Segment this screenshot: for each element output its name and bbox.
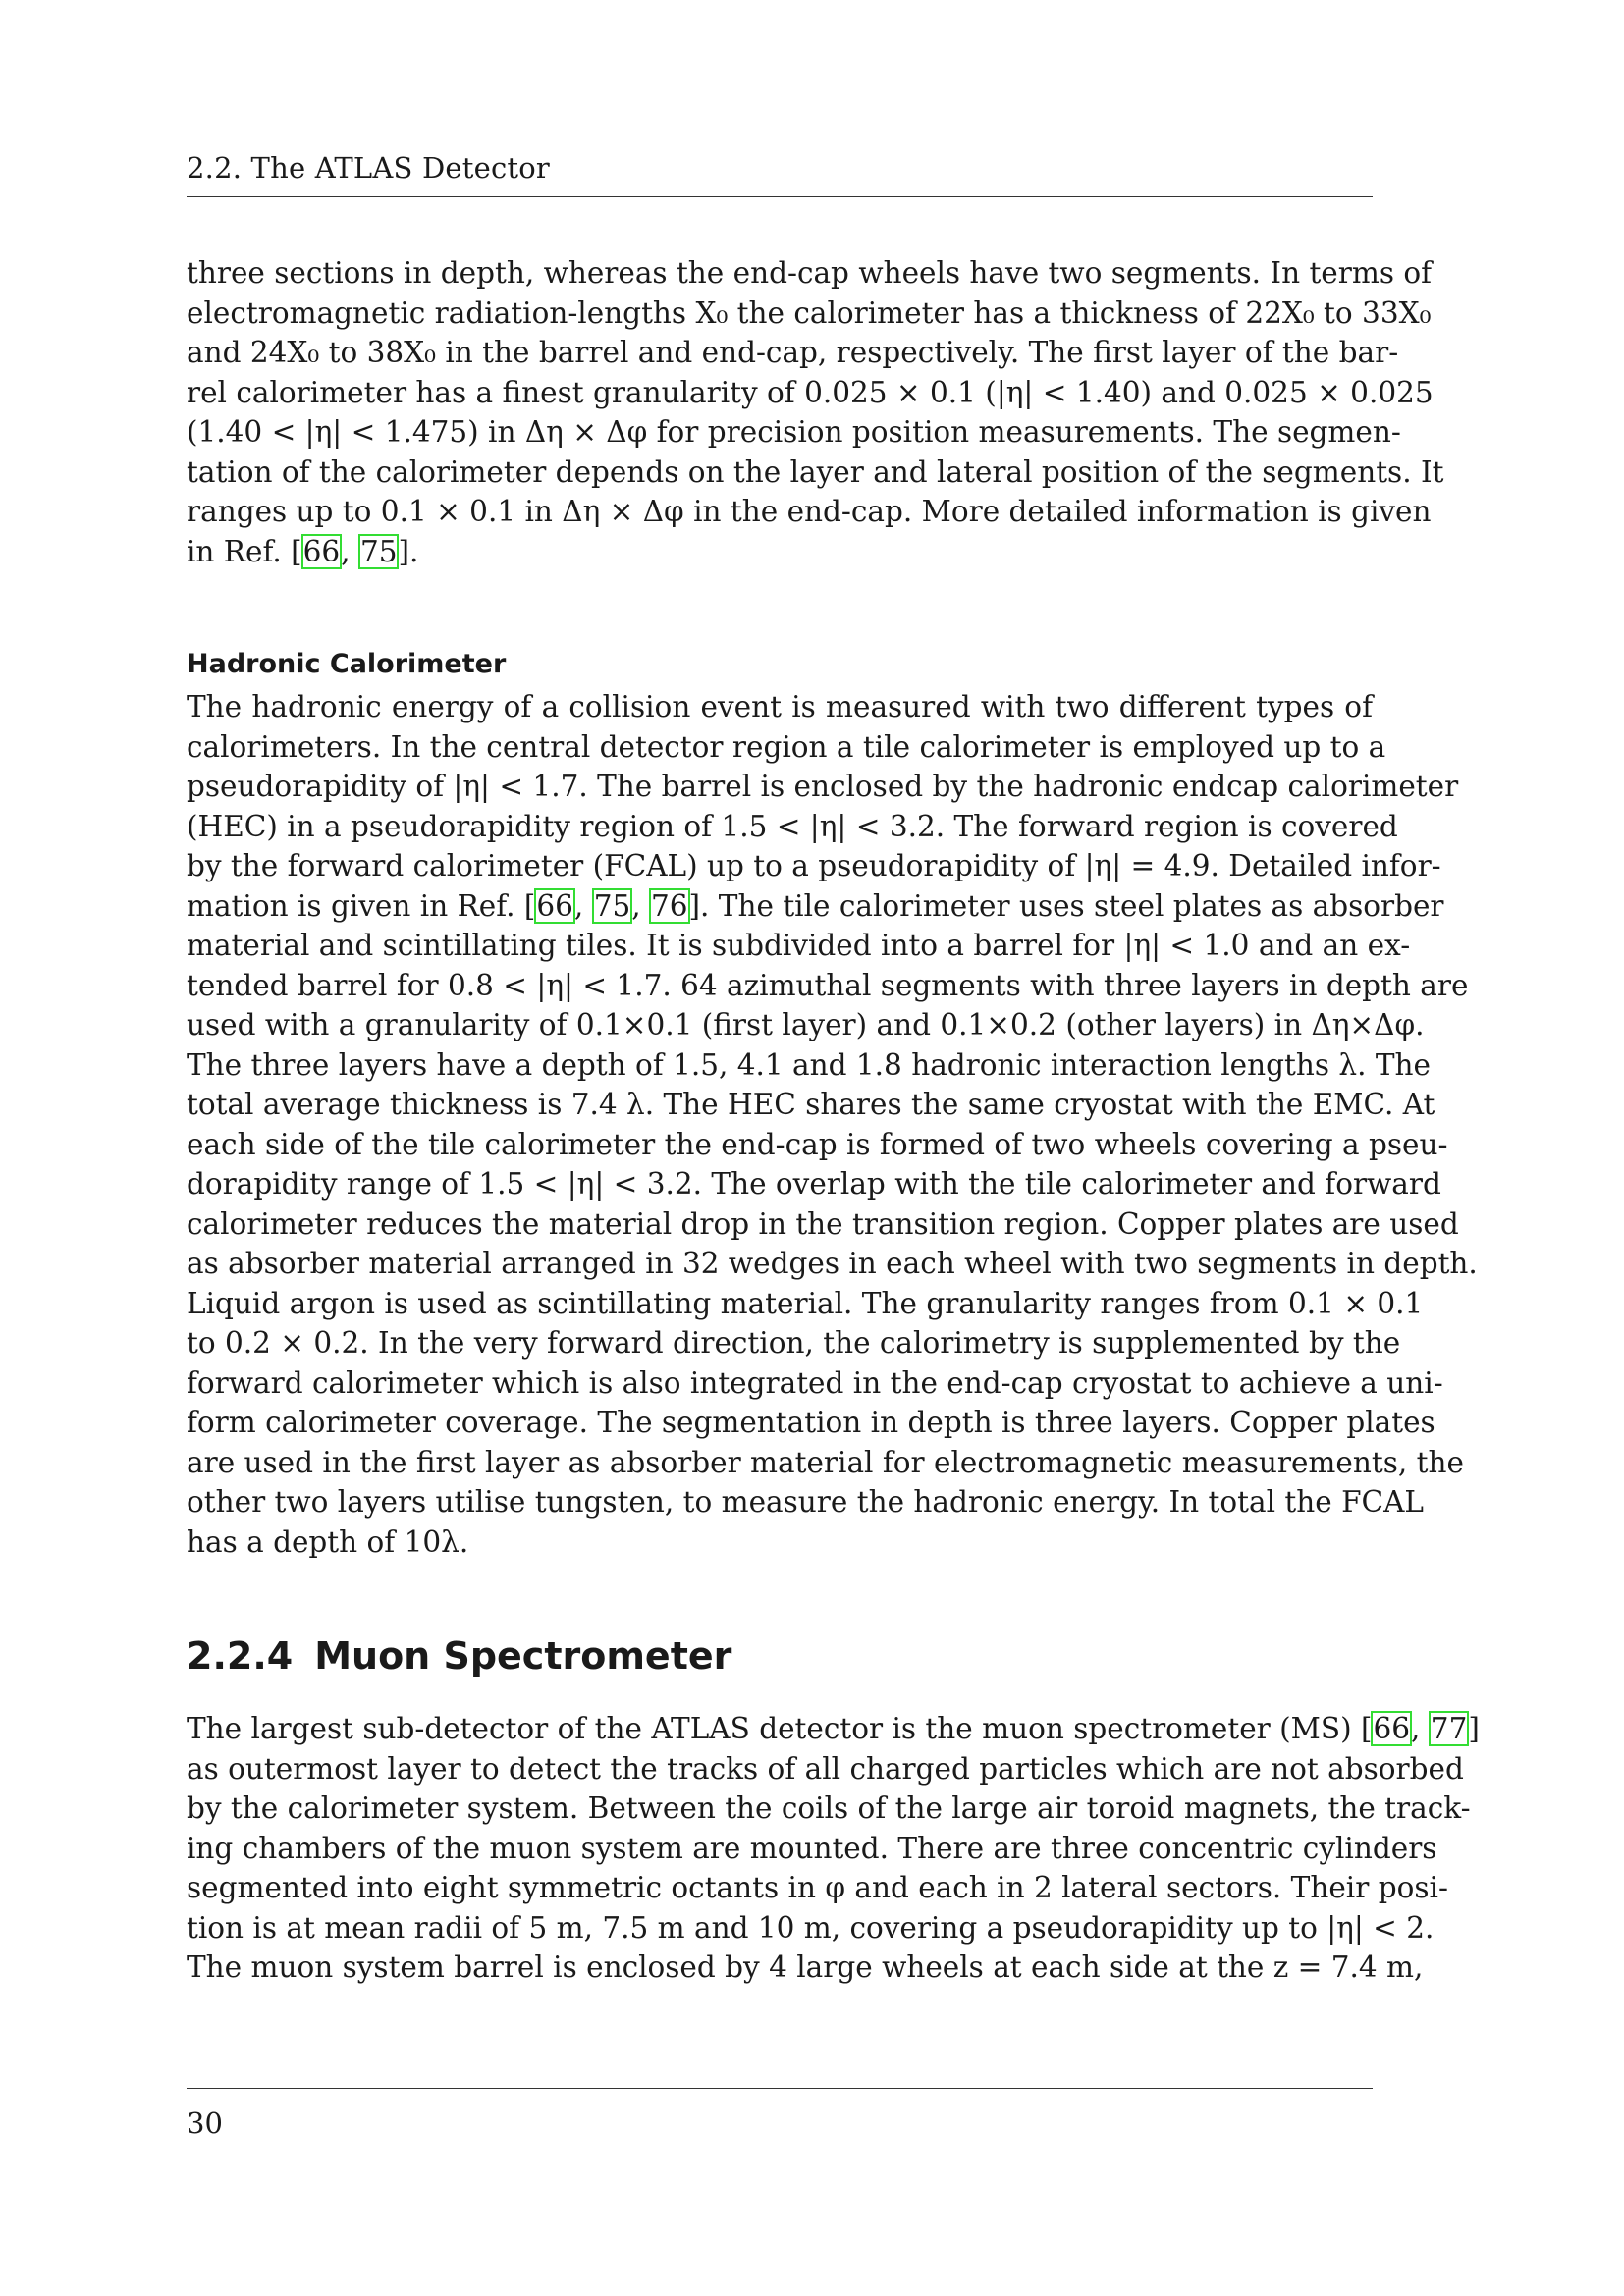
text-line: The muon system barrel is enclosed by 4 large wheels at each side at the z = 7.4 m, [187,1950,1424,1984]
text-line: segmented into eight symmetric octants in φ and each in 2 lateral sectors. Their posi- [187,1871,1448,1904]
text-line: as absorber material arranged in 32 wedges in each wheel with two segments in depth. [187,1247,1478,1280]
text-fragment: ] [1468,1712,1480,1745]
footer-rule [187,2088,1373,2089]
section-heading [187,1634,731,1678]
citation-link[interactable]: 76 [651,888,688,923]
text-line: pseudorapidity of |η| < 1.7. The barrel is enclosed by the hadronic endcap calorimeter [187,770,1459,803]
text-line: by the forward calorimeter (FCAL) up to a pseudorapidity of |η| = 4.9. Detailed infor- [187,849,1441,882]
running-header: 2.2. The ATLAS Detector [187,151,550,185]
text-line: in Ref. [66, 75]. [187,534,419,568]
text-fragment: mation is given in Ref. [ [187,888,536,923]
text-fragment: ]. [398,534,419,568]
text-fragment: ]. The tile calorimeter uses steel plates as absorber [688,888,1444,923]
text-line: (HEC) in a pseudorapidity region of 1.5 < |η| < 3.2. The forward region is covered [187,809,1398,843]
text-line: three sections in depth, whereas the end-cap wheels have two segments. In terms of [187,256,1433,290]
section-number: 2.2.4 [187,1634,294,1678]
paragraph-muon-spectrometer [187,1709,1480,1988]
text-line: form calorimeter coverage. The segmentation in depth is three layers. Copper plates [187,1406,1435,1439]
text-line: to 0.2 × 0.2. In the very forward direction, the calorimetry is supplemented by the [187,1326,1401,1360]
text-line: mation is given in Ref. [66, 75, 76]. The tile calorimeter uses steel plates as absorber [187,888,1444,923]
text-line: dorapidity range of 1.5 < |η| < 3.2. The overlap with the tile calorimeter and forward [187,1167,1441,1201]
text-line: tation of the calorimeter depends on the layer and lateral position of the segments. It [187,454,1444,489]
text-line: (1.40 < |η| < 1.475) in Δη × Δφ for precision position measurements. The segmen- [187,415,1401,449]
page-number: 30 [187,2107,223,2140]
text-line: The largest sub-detector of the ATLAS detector is the muon spectrometer (MS) [66, 77] [187,1712,1480,1745]
text-line: are used in the first layer as absorber material for electromagnetic measurements, the [187,1445,1464,1479]
text-line: and 24X₀ to 38X₀ in the barrel and end-cap, respectively. The first layer of the bar- [187,336,1399,369]
text-line: rel calorimeter has a finest granularity of 0.025 × 0.1 (|η| < 1.40) and 0.025 × 0.025 [187,375,1434,409]
text-fragment: The largest sub-detector of the ATLAS detector is the muon spectrometer (MS) [ [187,1712,1373,1745]
text-line: other two layers utilise tungsten, to measure the hadronic energy. In total the FCAL [187,1485,1425,1519]
text-line: ing chambers of the muon system are mounted. There are three concentric cylinders [187,1831,1437,1865]
text-line: calorimeter reduces the material drop in the transition region. Copper plates are used [187,1206,1459,1241]
text-line: tion is at mean radii of 5 m, 7.5 m and 10 m, covering a pseudorapidity up to |η| < 2. [187,1910,1435,1945]
subsection-heading: Hadronic Calorimeter [187,649,507,679]
text-line: total average thickness is 7.4 λ. The HEC shares the same cryostat with the EMC. At [187,1088,1435,1121]
section-title: Muon Spectrometer [314,1634,732,1678]
text-line: ranges up to 0.1 × 0.1 in Δη × Δφ in the end-cap. More detailed information is given [187,495,1432,528]
text-line: tended barrel for 0.8 < |η| < 1.7. 64 azimuthal segments with three layers in depth are [187,968,1469,1002]
text-line: electromagnetic radiation-lengths X₀ the calorimeter has a thickness of 22X₀ to 33X₀ [187,295,1432,330]
citation-link[interactable]: 66 [302,534,341,568]
text-line: has a depth of 10λ. [187,1524,469,1559]
text-line: each side of the tile calorimeter the end-cap is formed of two wheels covering a pseu- [187,1127,1448,1161]
text-line: calorimeters. In the central detector region a tile calorimeter is employed up to a [187,729,1386,764]
text-line: Liquid argon is used as scintillating material. The granularity ranges from 0.1 × 0.1 [187,1286,1424,1320]
citation-link[interactable]: 75 [593,888,631,923]
text-line: The three layers have a depth of 1.5, 4.1 and 1.8 hadronic interaction lengths λ. The [187,1047,1431,1082]
text-line: forward calorimeter which is also integrated in the end-cap cryostat to achieve a uni- [187,1365,1443,1400]
citation-link[interactable]: 75 [359,534,398,568]
text-line: as outermost layer to detect the tracks of all charged particles which are not absorbed [187,1751,1464,1786]
paragraph-em-calorimeter [187,253,1444,571]
citation-link[interactable]: 66 [1373,1712,1411,1745]
paragraph-hadronic-calorimeter [187,687,1478,1562]
citation-link[interactable]: 77 [1430,1712,1468,1745]
citation-link[interactable]: 66 [536,888,573,923]
text-fragment: in Ref. [ [187,534,302,568]
text-line: by the calorimeter system. Between the coils of the large air toroid magnets, the track- [187,1791,1471,1825]
header-rule [187,196,1373,197]
text-line: The hadronic energy of a collision event is measured with two different types of [187,690,1373,723]
text-line: material and scintillating tiles. It is subdivided into a barrel for |η| < 1.0 and an ex- [187,929,1411,962]
text-line: used with a granularity of 0.1×0.1 (first layer) and 0.1×0.2 (other layers) in Δη×Δφ. [187,1008,1425,1041]
